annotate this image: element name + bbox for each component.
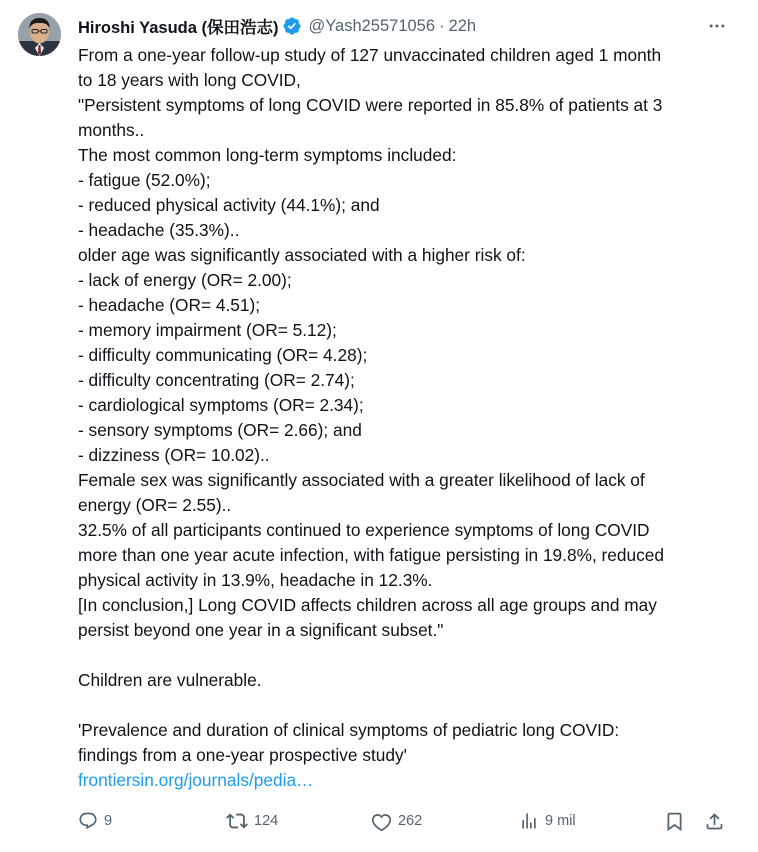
tweet-header <box>78 14 738 38</box>
tweet-text-line: Female sex was significantly associated with a greater likelihood of lack of <box>78 470 645 490</box>
tweet-text-line: energy (OR= 2.55).. <box>78 495 232 515</box>
tweet-timestamp[interactable]: 22h <box>448 16 477 35</box>
tweet-text-line: - fatigue (52.0%); <box>78 170 211 190</box>
tweet-text-line: - headache (OR= 4.51); <box>78 295 261 315</box>
views-count: 9 mil <box>545 813 576 829</box>
tweet-text-line: more than one year acute infection, with fatigue persisting in 19.8%, reduced <box>78 545 664 565</box>
avatar-photo-icon <box>18 13 61 56</box>
tweet-actions <box>78 806 728 836</box>
tweet-text-line: - reduced physical activity (44.1%); and <box>78 195 380 215</box>
heart-icon <box>371 811 392 832</box>
share-button[interactable] <box>704 806 725 836</box>
tweet-blank-line <box>78 693 738 718</box>
tweet-text-line: - cardiological symptoms (OR= 2.34); <box>78 395 364 415</box>
tweet-text-line: to 18 years with long COVID, <box>78 70 301 90</box>
like-button[interactable] <box>371 806 422 836</box>
tweet-text-line: physical activity in 13.9%, headache in 12.3%. <box>78 570 433 590</box>
retweet-count: 124 <box>254 813 279 829</box>
tweet-text-line: months.. <box>78 120 145 140</box>
share-icon <box>704 811 725 832</box>
tweet-text-line: From a one-year follow-up study of 127 unvaccinated children aged 1 month <box>78 45 662 65</box>
reply-icon <box>78 811 98 831</box>
author-display-name[interactable]: Hiroshi Yasuda (保田浩志) <box>78 19 279 37</box>
tweet-link[interactable]: frontiersin.org/journals/pedia… <box>78 770 314 790</box>
reply-button[interactable] <box>78 806 112 836</box>
tweet-text-line: "Persistent symptoms of long COVID were reported in 85.8% of patients at 3 <box>78 95 663 115</box>
tweet-text-line: - memory impairment (OR= 5.12); <box>78 320 337 340</box>
tweet-blank-line <box>78 643 738 668</box>
tweet-text-line: - dizziness (OR= 10.02).. <box>78 445 270 465</box>
tweet-text-line: 32.5% of all participants continued to experience symptoms of long COVID <box>78 520 650 540</box>
author-handle[interactable]: @Yash25571056 <box>308 16 436 35</box>
views-button[interactable] <box>519 806 576 836</box>
views-chart-icon <box>519 811 539 831</box>
more-horizontal-icon[interactable] <box>703 14 731 38</box>
avatar[interactable] <box>18 13 61 56</box>
tweet-text-line: The most common long-term symptoms included: <box>78 145 457 165</box>
tweet-text-line: - headache (35.3%).. <box>78 220 240 240</box>
reply-count: 9 <box>104 813 113 829</box>
tweet-text-line: findings from a one-year prospective study' <box>78 745 407 765</box>
tweet-text-line: [In conclusion,] Long COVID affects children across all age groups and may <box>78 595 657 615</box>
header-separator: · <box>439 16 445 35</box>
bookmark-button[interactable] <box>664 806 685 836</box>
retweet-icon <box>226 810 248 832</box>
tweet-text-line: Children are vulnerable. <box>78 670 262 690</box>
verified-badge-icon[interactable] <box>282 16 302 36</box>
tweet-text-line: 'Prevalence and duration of clinical symptoms of pediatric long COVID: <box>78 720 620 740</box>
tweet-text <box>78 43 738 793</box>
tweet-text-line: older age was significantly associated with a higher risk of: <box>78 245 526 265</box>
retweet-button[interactable] <box>226 806 278 836</box>
tweet-text-line: - difficulty communicating (OR= 4.28); <box>78 345 368 365</box>
tweet-text-line: - difficulty concentrating (OR= 2.74); <box>78 370 355 390</box>
tweet-text-line: - sensory symptoms (OR= 2.66); and <box>78 420 362 440</box>
bookmark-icon <box>664 811 685 832</box>
like-count: 262 <box>398 813 423 829</box>
tweet-text-line: - lack of energy (OR= 2.00); <box>78 270 292 290</box>
tweet-text-line: persist beyond one year in a significant subset." <box>78 620 444 640</box>
